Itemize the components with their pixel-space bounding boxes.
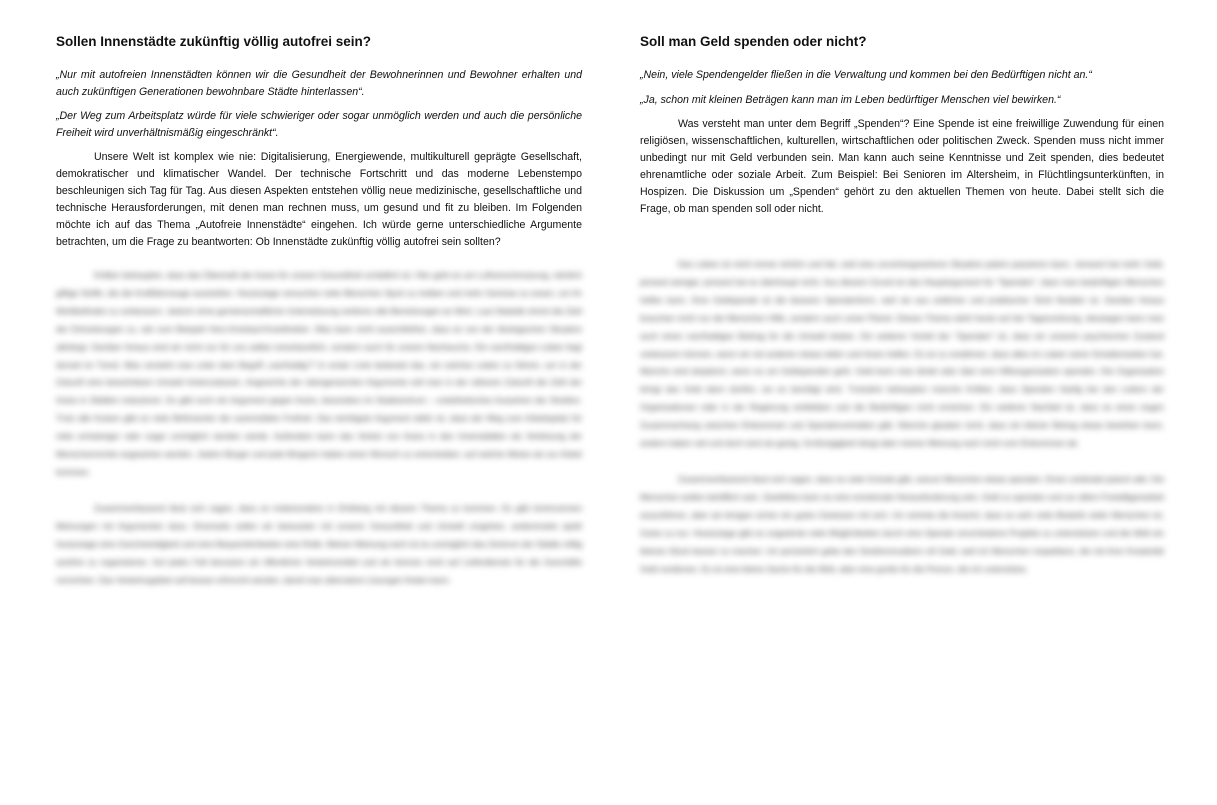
right-quote-2: „Ja, schon mit kleinen Beträgen kann man im Leben bedürftiger Menschen viel bewirken.“ — [640, 93, 1061, 106]
left-essay-title: Sollen Innenstädte zukünftig völlig autofrei sein? — [56, 34, 372, 49]
left-blurred-paragraph-2: Zusammenfassend lässt sich sagen, dass es insbesondere in Einklang mit diesem Thema zu kommen. Es gibt kontroversen Meinungen mit Argumenten dazu. Einerseits sollen wir bewusster mit unserer Gesundheit und Umwelt umgehen, andererseits spielt heutzutage eine Geschwindigkeit und eine Bequemlichkeiten eine Rolle. Meiner Meinung nach ist es unmöglich das Zentrum der Städte völlig autofrei zu organisieren. Auf jeden Fall benutzen wir öffentliche Verkehrsmittel und wir können nicht auf Lieferdienste für die Geschäfte verzichten. Das Verkehrsgebiet soll besser erforscht werden, damit man alternative Lösungen finden kann. — [56, 502, 582, 585]
right-quote-1: „Nein, viele Spendengelder fließen in die Verwaltung und kommen bei den Bedürftigen nicht an.“ — [640, 69, 1092, 81]
left-blurred-paragraph-1: Kritiker behaupten, dass das Übermaß der Autos für unsere Gesundheit schädlich ist. Hier geht es um Luftverschmutzung, nämlich giftige Stoffe, die die Kraftfahrzeuge ausstoßen. Heutzutage versuchen viele Menschen Sport zu treiben und mehr Gemüse zu essen, um ihr Wohlbefinden zu verbessern. Jedoch ohne gemeinschaftliche Unterstützung verlieren alle Bemühungen an Wert. Laut Statistik nimmt die Zahl der Erkrankungen zu, wie zum Beispiel Herz-Kreislauf-Krankheiten. Was kann nicht ausschließen, dass es von der ökologischen Situation abhängt. Darüber hinaus sind wir nicht nur für uns selbst verantwortlich, sondern auch für unsere Nachwuchs. Ein nachhaltiges Leben liegt derzeit im Trend. Was versteht man unter dem Begriff „nachhaltig“? In erster Linie bedeutet das, ein solches Leben zu führen, um in der Zukunft eine bewohnbare Umwelt hinterzulassen. Angesichts der obengenannten Argumente soll man in der näheren Zukunft die Zahl der Autos in Städten reduzieren. Es gibt noch ein Argument gegen Autos, besonders im Stadtzentrum – unästhetisches Aussehen der Straßen. Trotz alle Kutsen gibt es viele Befürworter der automobilen Freiheit. Das wichtigste Argument dafür ist, dass der Weg zum Arbeitsplatz für viele schwieriger oder sogar unmöglich werden würde. Außerdem kann das Verbot von Autos in den Innenstädten als Verletzung der Menschenrechte angesehen werden. Jedem Bürger und jede Bürgerin haben einen Wunsch zu entscheiden, auf welche Weise sie zur Arbeit kommen. — [56, 270, 582, 477]
left-essay — [56, 0, 582, 805]
right-intro-paragraph: Was versteht man unter dem Begriff „Spenden“? Eine Spende ist eine freiwillige Zuwendung für einen religiösen, wissenschaftlichen, kulturellen, wirtschaftlichen oder politischen Zweck. Spenden muss nicht immer unbedingt nur mit Geld verbunden sein. Man kann auch seine Kenntnisse und Zeit spenden, dies bedeutet ehrenamtliche oder soziale Arbeit. Zum Beispiel: Bei Senioren im Altersheim, in Flüchtlingsunterkünften, in Hospizen. Die Diskussion um „Spenden“ gehört zu den aktuellen Themen von heute. Dabei stellt sich die Frage, ob man spenden soll oder nicht. — [640, 118, 1164, 215]
right-essay — [640, 0, 1164, 805]
right-blurred-paragraph-1: Das Leben ist nicht immer ehrlich und fair, weil eine unvorhergesehene Situation jedem passieren kann. Jemand hat mehr Geld, jemand weniger, jemand hat es überhaupt nicht. Aus diesem Grund ist das Hauptargument für "Spenden", dass man bedürftigen Menschen helfen kann. Eine Geldspende ist die bessere Spendenform, weil sie aus zeitlicher und praktischer Sicht flexibler ist. Darüber hinaus brauchen nicht nur die Menschen Hilfe, sondern auch unser Planet. Dieses Thema steht heute auf der Tagesordnung, deswegen kann man auch einen nachhaltigen Beitrag für die Umwelt leisten. Ein weiterer Vorteil der "Spenden" ist, dass wir unseren psychischen Zustand verbessern können, wenn wir mit anderen etwas teilen und ihnen helfen. Es ist zu erwähnen, dass alles im Leben seine Schattenseiten hat. Manche sind skeptisch, wenn es um Geldspenden geht. Geld kann man direkt oder über eine Hilfsorganisation spenden. Die Organisation bringt das Geld dann dorthin, wo es benötigt wird. Trotzdem behaupten manche Kritiker, dass Spenden häufig bei den Leitern der Organisationen oder in der Regierung verbleiben und die Bedürftigen nicht erreichen. Ein weiterer Nachteil ist, dass es einen engen Zusammenhang zwischen Einkommen und Spendenverhalten gibt. Manche glauben nicht, dass ein kleiner Betrag etwas bewirken kann, andere haben viel und doch sind sie geizig. Großzügigkeit hängt aber meiner Meinung nach nicht vom Einkommen ab. — [640, 259, 1164, 449]
left-quote-2: „Der Weg zum Arbeitsplatz würde für viele schwieriger oder sogar unmöglich werden und auch die persönliche Freiheit wird unverhältnismäßig eingeschränkt“. — [56, 110, 582, 139]
left-quote-1: „Nur mit autofreien Innenstädten können wir die Gesundheit der Bewohnerinnen und Bewohner erhalten und auch zukünftigen Generationen bewohnbare Städte hinterlassen“. — [56, 69, 582, 98]
left-intro-paragraph: Unsere Welt ist komplex wie nie: Digitalisierung, Energiewende, multikulturell geprägte Gesellschaft, demokratischer und klimatischer Wandel. Der technische Fortschritt und das moderne Lebenstempo beschleunigen sich Tag für Tag. Aus diesen Aspekten entstehen völlig neue medizinische, gesellschaftliche und technische Herausforderungen, mit denen man rechnen muss, um gesund und fit zu bleiben. Im Folgenden möchte ich auf das Thema „Autofreie Innenstädte“ eingehen. Ich würde gerne unterschiedliche Argumente betrachten, um die Frage zu beantworten: Ob Innenstädte zukünftig völlig autofrei sein sollten? — [56, 151, 582, 248]
right-blurred-paragraph-2: Zusammenfassend lässt sich sagen, dass es viele Gründe gibt, warum Menschen etwas spenden. Einen verbindet jedoch alle: Die Menschen wollen behilflich sein. Zweifellos kann es eine emotionale Herausforderung sein, Geld zu spenden und vor allem Freiwilligenarbeit auszuführen, aber sie bringen sicher ein gutes Gewissen mit sich. Ich vertrete die Ansicht, dass es sehr viele Bedarfe vieler Menschen ist, Gutes zu tun. Heutzutage gibt es ungeahnte viele Möglichkeiten durch eine Spende verschiedene Projekte zu unterstützen und die Welt ein kleines Stück besser zu machen. Ich persönlich gebe den Straßenmusikern oft Geld, weil ich Menschen respektiere, die mit ihrer Kreativität Geld verdienen. Es ist eine kleine Sache für die Welt, aber eine große für die Person, die ich unterstütze. — [640, 473, 1164, 574]
right-essay-title: Soll man Geld spenden oder nicht? — [640, 34, 867, 49]
